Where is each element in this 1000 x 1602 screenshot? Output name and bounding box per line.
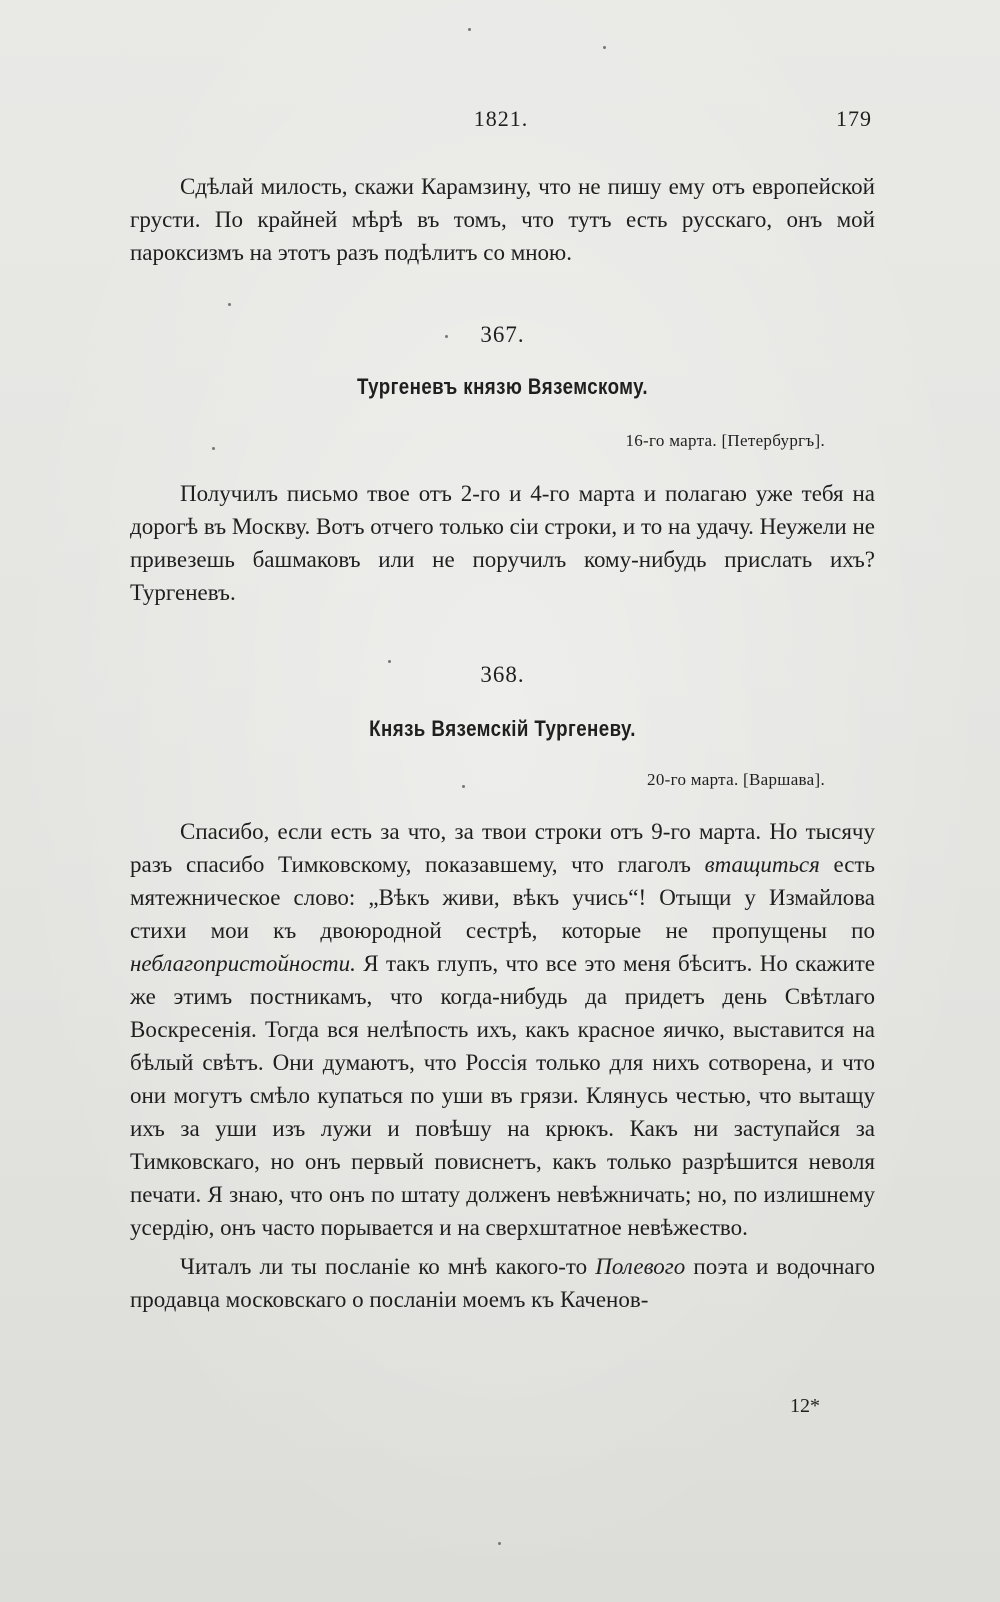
page-number: 179: [836, 106, 872, 131]
letter-number: 367.: [480, 322, 525, 347]
letter-number: 368.: [480, 662, 525, 687]
text-run: поэта и водочнаго продавца московскаго о посланiи моемъ къ Каченов-: [130, 1254, 876, 1312]
italic-word: втащиться: [704, 852, 820, 877]
paper-speck: [468, 28, 471, 31]
paper-speck: [603, 46, 606, 49]
top-paragraph: [130, 170, 875, 269]
paper-speck: [498, 1542, 501, 1545]
header-year: 1821.: [473, 106, 529, 131]
italic-word: Полевого: [595, 1254, 686, 1279]
letter-title: Князь Вяземскiй Тургеневу.: [369, 716, 636, 741]
paper-speck: [388, 660, 391, 663]
running-header: [130, 106, 872, 146]
signature-mark: 12*: [790, 1395, 820, 1417]
letter-body: [130, 477, 875, 609]
text-run: Читалъ ли ты посланiе ко мнѣ какого-то: [180, 1254, 596, 1279]
paragraph: Получилъ письмо твое отъ 2-го и 4-го марта и полагаю уже тебя на дорогѣ въ Москву. Вотъ отчего только сiи строки, и то на удачу. Неужели не привезешь башмаковъ или не поручилъ кому-нибудь прислать ихъ? Тургеневъ.: [130, 481, 875, 605]
paragraph: [130, 1250, 875, 1316]
italic-word: неблагопристойности.: [130, 951, 356, 976]
paper-speck: [228, 303, 231, 306]
text-run: Я такъ глупъ, что все это меня бѣситъ. Но скажите же этимъ постникамъ, что когда-нибудь да придетъ день Свѣтлаго Воскресенiя. Тогда вся нелѣпость ихъ, какъ красное яичко, выставится на бѣлый свѣтъ. Они думаютъ, что Россiя только для нихъ сотворена, и что они могутъ смѣло купаться по уши въ грязи. Клянусь честью, что вытащу ихъ за уши изъ лужи и повѣшу на крюкъ. Какъ ни заступайся за Тимковскаго, но онъ первый повиснетъ, какъ только разрѣшится неволя печати. Я знаю, что онъ по штату долженъ невѣжничать; но, по излишнему усердiю, онъ часто порывается и на сверхштатное невѣжество.: [130, 951, 875, 1240]
paper-speck: [212, 447, 215, 450]
paper-speck: [462, 785, 465, 788]
letter-title: Тургеневъ князю Вяземскому.: [357, 374, 648, 399]
letter-date: 20-го марта. [Варшава].: [647, 770, 825, 789]
paragraph: [130, 815, 875, 1244]
paragraph: Сдѣлай милость, скажи Карамзину, что не пишу ему отъ европейской грусти. По крайней мѣрѣ въ томъ, что тутъ есть русскаго, онъ мой пароксизмъ на этотъ разъ подѣлитъ со мною.: [130, 174, 875, 265]
paper-speck: [445, 335, 448, 338]
letter-body: [130, 815, 875, 1316]
text-run: есть мятежническое слово: „Вѣкъ живи, вѣкъ учись“! Отыщи у Измайлова стихи мои къ двоюродной сестрѣ, которые не пропущены по: [130, 852, 876, 943]
text-run: Спасибо, если есть за что, за твои строки отъ 9-го марта. Но тысячу разъ спасибо Тимковскому, показавшему, что глаголъ: [130, 819, 875, 877]
letter-date: 16-го марта. [Петербургъ].: [625, 431, 825, 450]
